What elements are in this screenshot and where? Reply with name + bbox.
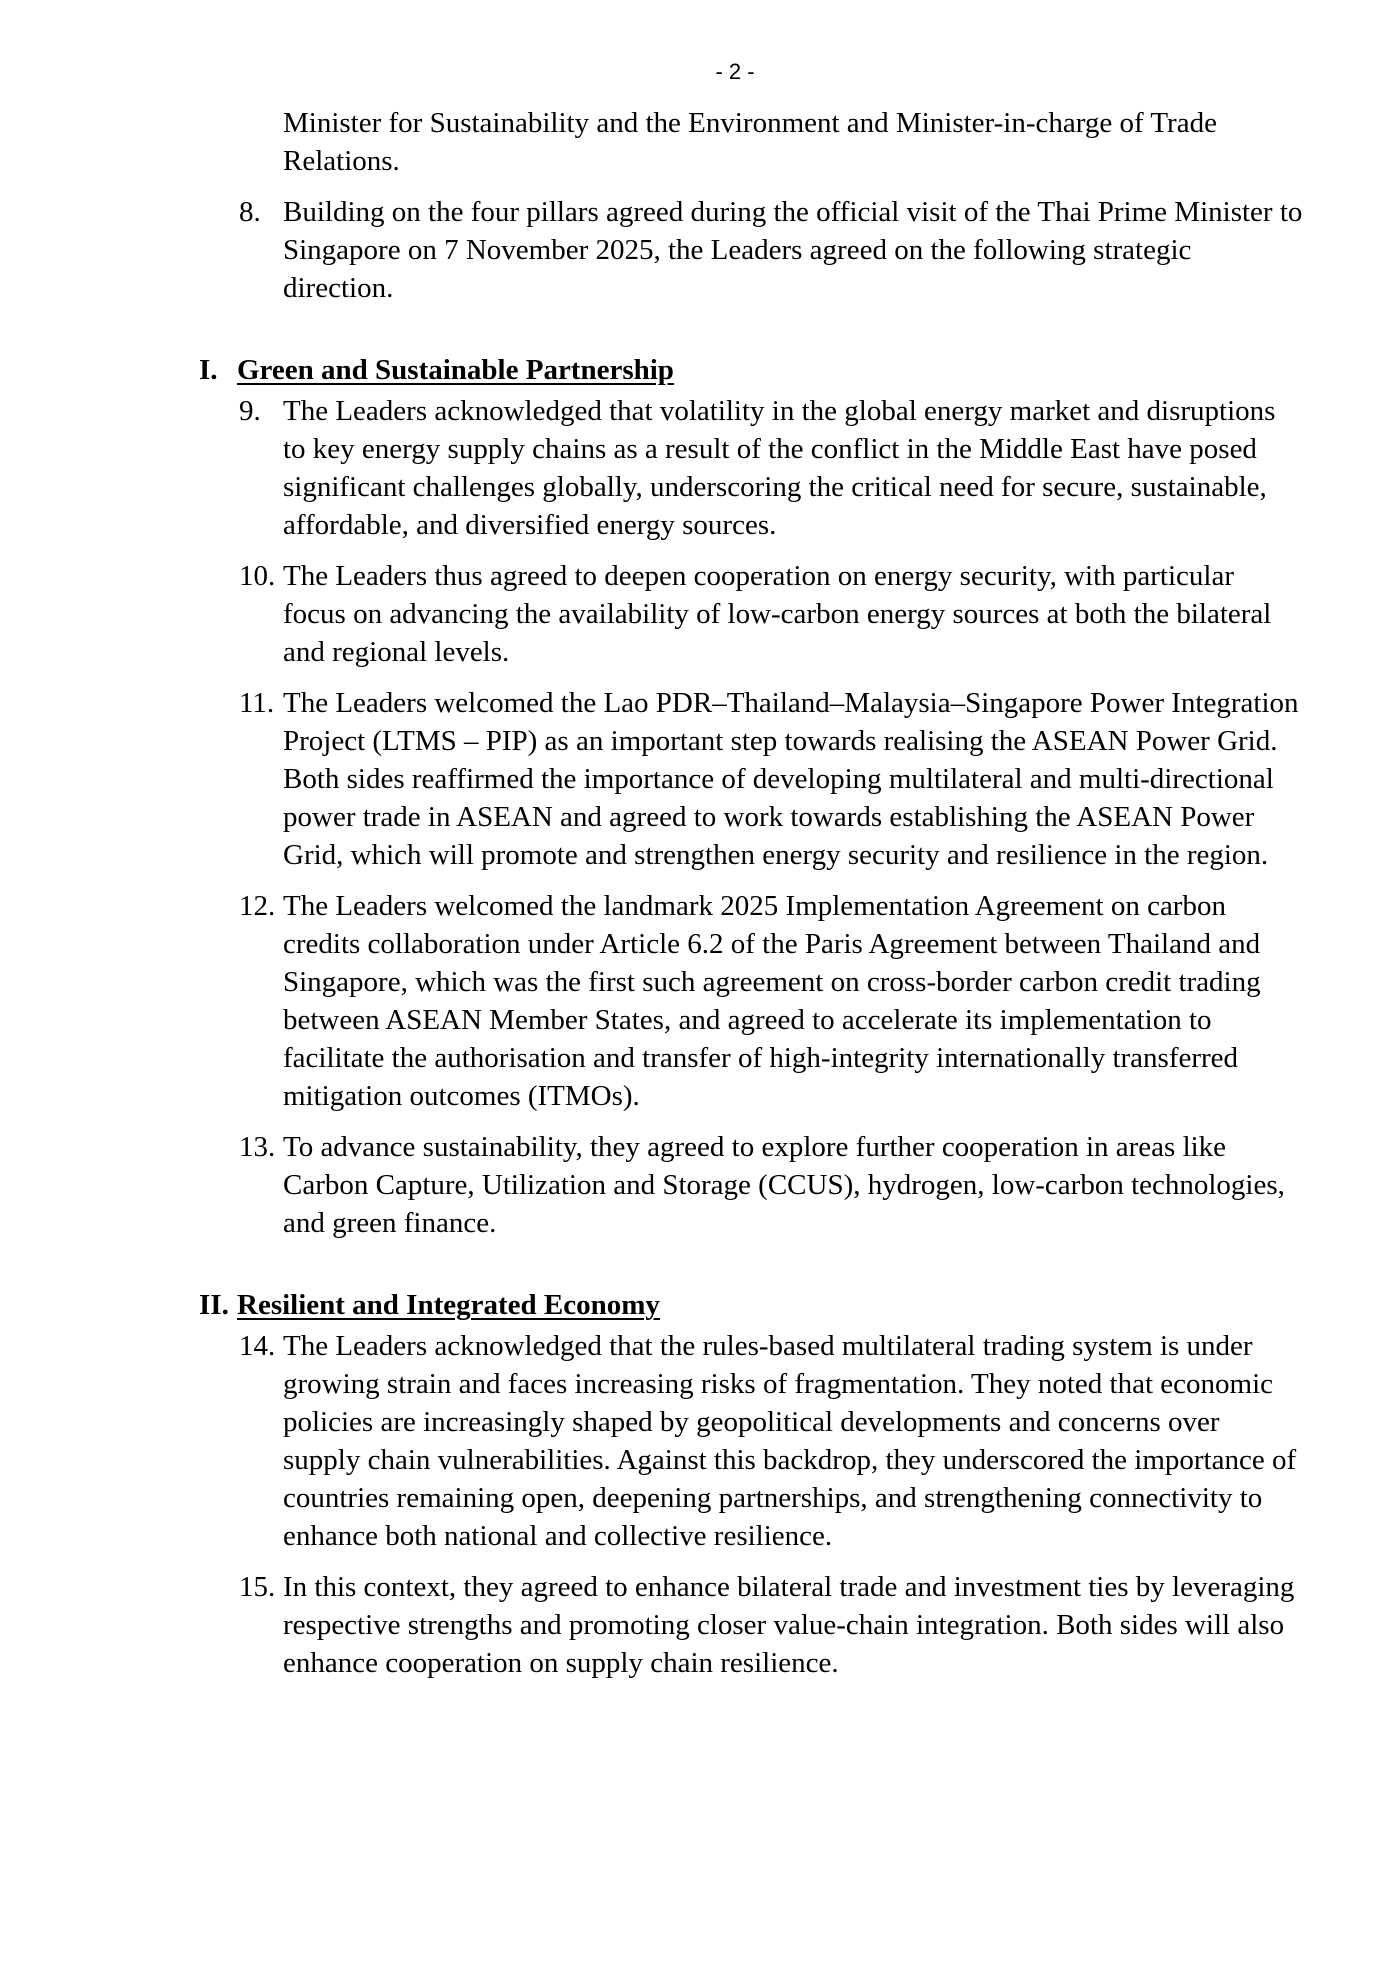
paragraph-text: The Leaders acknowledged that volatility in the global energy market and disruptions to key energy supply chains as a result of the conflict in the Middle East have posed significant challenges globally, underscoring the critical need for secure, sustainable, affordable, and diversified energy sources. [283, 395, 1276, 541]
paragraph-number: 14. [239, 1330, 276, 1362]
page-number: - 2 - [715, 59, 755, 84]
paragraph-9 [239, 392, 1303, 544]
section-title: Green and Sustainable Partnership [237, 354, 674, 386]
document-body [0, 104, 1398, 1682]
paragraph-text: Minister for Sustainability and the Environment and Minister-in-charge of Trade Relations. [283, 107, 1217, 177]
paragraph-text: The Leaders acknowledged that the rules-based multilateral trading system is under growing strain and faces increasing risks of fragmentation. They noted that economic policies are increasingly shaped by geopolitical developments and concerns over supply chain vulnerabilities. Against this backdrop, they underscored the importance of countries remaining open, deepening partnerships, and strengthening connectivity to enhance both national and collective resilience. [283, 1330, 1297, 1552]
section-heading-1 [199, 351, 1398, 389]
paragraph-text: The Leaders thus agreed to deepen cooperation on energy security, with particular focus on advancing the availability of low-carbon energy sources at both the bilateral and regional levels. [283, 560, 1272, 668]
paragraph-number: 12. [239, 890, 276, 922]
paragraph-text: In this context, they agreed to enhance bilateral trade and investment ties by leveraging respective strengths and promoting closer value-chain integration. Both sides will also enhance cooperation on supply chain resilience. [283, 1571, 1295, 1679]
paragraph-15 [239, 1568, 1303, 1682]
paragraph-12 [239, 887, 1303, 1115]
paragraph-number: 9. [239, 395, 261, 427]
paragraph-number: 8. [239, 196, 261, 228]
paragraph-14 [239, 1327, 1303, 1555]
paragraph-number: 11. [239, 687, 275, 719]
paragraph-continuation [283, 104, 1303, 180]
paragraph-11 [239, 684, 1303, 874]
paragraph-number: 13. [239, 1131, 276, 1163]
section-heading-2 [199, 1286, 1398, 1324]
paragraph-10 [239, 557, 1303, 671]
paragraph-text: The Leaders welcomed the Lao PDR–Thailand–Malaysia–Singapore Power Integration Project (LTMS – PIP) as an important step towards realising the ASEAN Power Grid. Both sides reaffirmed the importance of developing multilateral and multi-directional power trade in ASEAN and agreed to work towards establishing the ASEAN Power Grid, which will promote and strengthen energy security and resilience in the region. [283, 687, 1299, 871]
paragraph-13 [239, 1128, 1303, 1242]
paragraph-text: To advance sustainability, they agreed to explore further cooperation in areas like Carbon Capture, Utilization and Storage (CCUS), hydrogen, low-carbon technologies, and green finance. [283, 1131, 1285, 1239]
paragraph-8 [239, 193, 1303, 307]
paragraph-text: Building on the four pillars agreed during the official visit of the Thai Prime Minister to Singapore on 7 November 2025, the Leaders agreed on the following strategic direction. [283, 196, 1303, 304]
paragraph-number: 15. [239, 1571, 276, 1603]
section-number: II. [199, 1289, 229, 1321]
paragraph-text: The Leaders welcomed the landmark 2025 Implementation Agreement on carbon credits collaboration under Article 6.2 of the Paris Agreement between Thailand and Singapore, which was the first such agreement on cross-border carbon credit trading between ASEAN Member States, and agreed to accelerate its implementation to facilitate the authorisation and transfer of high-integrity internationally transferred mitigation outcomes (ITMOs). [283, 890, 1261, 1112]
paragraph-number: 10. [239, 560, 276, 592]
section-number: I. [199, 354, 218, 386]
section-title: Resilient and Integrated Economy [237, 1289, 660, 1321]
